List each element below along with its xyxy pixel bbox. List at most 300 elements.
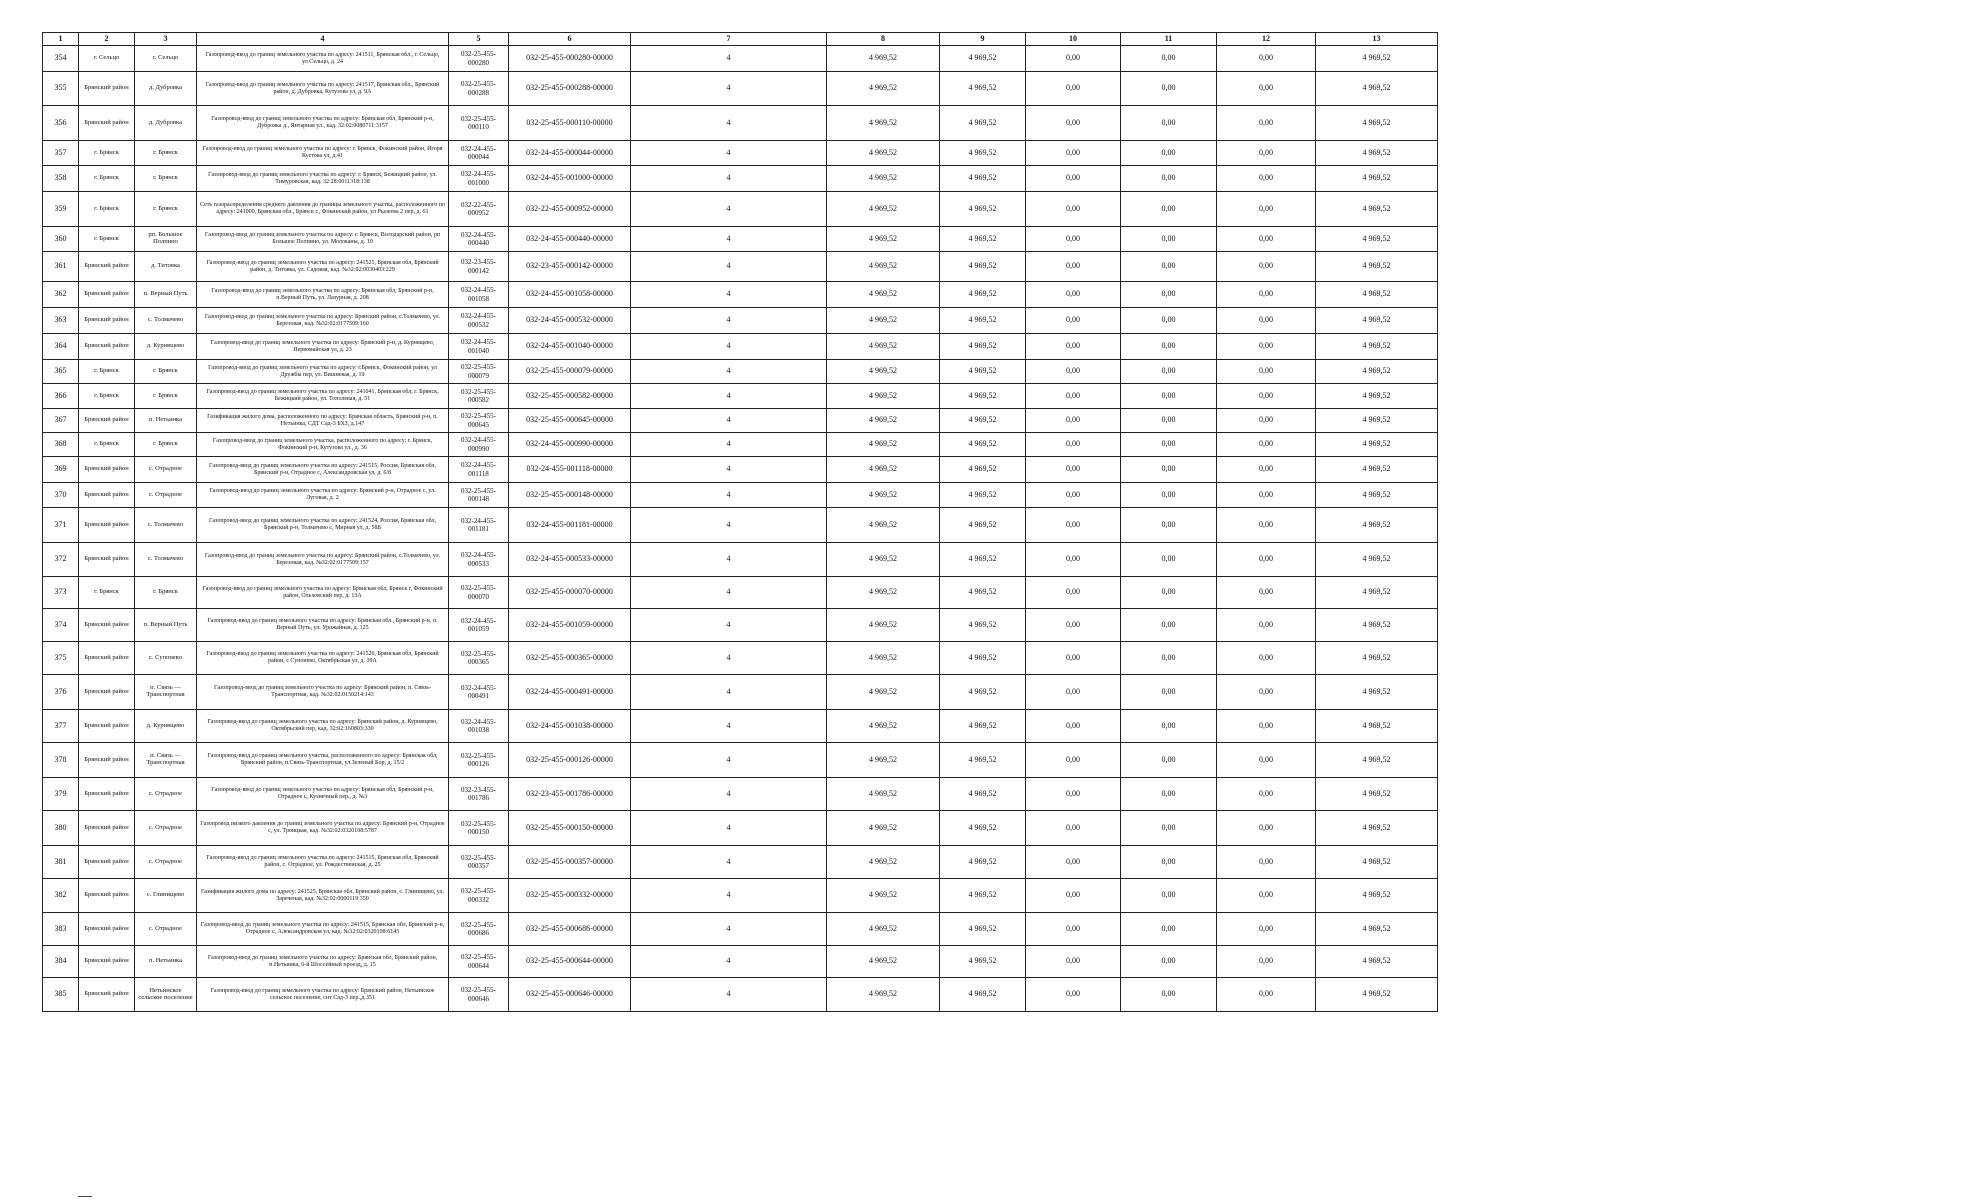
table-row	[43, 483, 1438, 508]
object-code-cell: 032-24-455-001058	[449, 282, 509, 308]
col-11-cell: 0,00	[1121, 166, 1217, 192]
col-8-cell: 4 969,52	[827, 360, 940, 384]
district-cell: Брянский район	[79, 457, 135, 483]
col-10-cell: 0,00	[1026, 978, 1121, 1012]
district-cell: Брянский район	[79, 778, 135, 811]
locality-cell: г. Брянск	[135, 360, 197, 384]
district-cell: Брянский район	[79, 743, 135, 778]
col-7-cell: 4	[631, 334, 827, 360]
col-12-cell: 0,00	[1217, 252, 1316, 282]
row-number-cell: 380	[43, 811, 79, 846]
col-7-cell: 4	[631, 879, 827, 913]
full-code-cell: 032-24-455-001058-00000	[509, 282, 631, 308]
row-number-cell: 374	[43, 609, 79, 642]
object-code-cell: 032-24-455-001038	[449, 710, 509, 743]
locality-cell: г. Сельцо	[135, 46, 197, 72]
col-9-cell: 4 969,52	[940, 543, 1026, 577]
col-10-cell: 0,00	[1026, 433, 1121, 457]
address-cell: Газопровод-ввод до границ земельного участка по адресу: Брянский район, с.Толмачево, ул. Березовая, кад. №32:02:0177509:160	[197, 308, 449, 334]
col-13-cell: 4 969,52	[1316, 609, 1438, 642]
col-11-cell: 0,00	[1121, 675, 1217, 710]
col-8-cell: 4 969,52	[827, 46, 940, 72]
col-11-cell: 0,00	[1121, 334, 1217, 360]
address-cell: Газопровод-ввод до границ земельного участка по адресу: Брянская обл, Брянск г, Фокинский район, Ольховский пер, д. 13А	[197, 577, 449, 609]
object-code-cell: 032-24-455-000491	[449, 675, 509, 710]
object-code-cell: 032-24-455-000532	[449, 308, 509, 334]
col-10-cell: 0,00	[1026, 778, 1121, 811]
locality-cell: г. Брянск	[135, 384, 197, 409]
col-10-cell: 0,00	[1026, 334, 1121, 360]
col-13-cell: 4 969,52	[1316, 166, 1438, 192]
col-12-cell: 0,00	[1217, 166, 1316, 192]
address-cell: Сеть газораспределения среднего давления до границы земельного участка, расположенного по адресу: 241000, Брянская обл., Брянск г., Фокинский район, ул Рылеева 2 пер, д. 61	[197, 192, 449, 227]
address-cell: Газопровод-ввод до границ земельного участка по адресу: Брянский район, п. Связь-Транспортная, кад. №32:02:0150214:143	[197, 675, 449, 710]
col-10-cell: 0,00	[1026, 508, 1121, 543]
col-9-cell: 4 969,52	[940, 252, 1026, 282]
object-code-cell: 032-24-455-001118	[449, 457, 509, 483]
col-9-cell: 4 969,52	[940, 166, 1026, 192]
col-11-cell: 0,00	[1121, 710, 1217, 743]
col-header-7: 7	[631, 33, 827, 46]
col-10-cell: 0,00	[1026, 609, 1121, 642]
col-11-cell: 0,00	[1121, 778, 1217, 811]
col-12-cell: 0,00	[1217, 946, 1316, 978]
col-12-cell: 0,00	[1217, 642, 1316, 675]
locality-cell: п. Верный Путь	[135, 282, 197, 308]
locality-cell: п. Связь — Транспортная	[135, 675, 197, 710]
object-code-cell: 032-25-455-000582	[449, 384, 509, 409]
col-11-cell: 0,00	[1121, 409, 1217, 433]
object-code-cell: 032-24-455-000533	[449, 543, 509, 577]
col-9-cell: 4 969,52	[940, 642, 1026, 675]
col-9-cell: 4 969,52	[940, 913, 1026, 946]
table-row	[43, 642, 1438, 675]
row-number-cell: 358	[43, 166, 79, 192]
full-code-cell: 032-25-455-000280-00000	[509, 46, 631, 72]
row-number-cell: 361	[43, 252, 79, 282]
col-9-cell: 4 969,52	[940, 978, 1026, 1012]
row-number-cell: 366	[43, 384, 79, 409]
document-sheet	[42, 32, 1437, 1012]
col-8-cell: 4 969,52	[827, 543, 940, 577]
col-header-9: 9	[940, 33, 1026, 46]
col-12-cell: 0,00	[1217, 72, 1316, 106]
full-code-cell: 032-24-455-000533-00000	[509, 543, 631, 577]
full-code-cell: 032-24-455-000491-00000	[509, 675, 631, 710]
col-11-cell: 0,00	[1121, 946, 1217, 978]
col-8-cell: 4 969,52	[827, 508, 940, 543]
object-code-cell: 032-24-455-001059	[449, 609, 509, 642]
col-10-cell: 0,00	[1026, 846, 1121, 879]
col-11-cell: 0,00	[1121, 141, 1217, 166]
col-13-cell: 4 969,52	[1316, 46, 1438, 72]
table-row	[43, 609, 1438, 642]
full-code-cell: 032-24-455-001000-00000	[509, 166, 631, 192]
col-13-cell: 4 969,52	[1316, 141, 1438, 166]
col-13-cell: 4 969,52	[1316, 577, 1438, 609]
col-13-cell: 4 969,52	[1316, 334, 1438, 360]
col-7-cell: 4	[631, 192, 827, 227]
col-10-cell: 0,00	[1026, 457, 1121, 483]
object-code-cell: 032-23-455-000142	[449, 252, 509, 282]
col-11-cell: 0,00	[1121, 227, 1217, 252]
address-cell: Газопровод-ввод до границ земельного участка по адресу: 241520, Брянская обл, Брянский район, с Супонево, Октябрьская ул, д. 39А	[197, 642, 449, 675]
col-9-cell: 4 969,52	[940, 879, 1026, 913]
col-10-cell: 0,00	[1026, 879, 1121, 913]
row-number-cell: 364	[43, 334, 79, 360]
col-12-cell: 0,00	[1217, 609, 1316, 642]
district-cell: г. Брянск	[79, 141, 135, 166]
col-12-cell: 0,00	[1217, 879, 1316, 913]
full-code-cell: 032-25-455-000357-00000	[509, 846, 631, 879]
col-9-cell: 4 969,52	[940, 577, 1026, 609]
col-10-cell: 0,00	[1026, 710, 1121, 743]
page-bottom-mark	[78, 1196, 92, 1197]
row-number-cell: 375	[43, 642, 79, 675]
col-header-11: 11	[1121, 33, 1217, 46]
object-code-cell: 032-25-455-000288	[449, 72, 509, 106]
col-7-cell: 4	[631, 508, 827, 543]
col-8-cell: 4 969,52	[827, 811, 940, 846]
full-code-cell: 032-23-455-000142-00000	[509, 252, 631, 282]
table-row	[43, 252, 1438, 282]
col-7-cell: 4	[631, 846, 827, 879]
full-code-cell: 032-25-455-000646-00000	[509, 978, 631, 1012]
locality-cell: д. Курнвщево	[135, 710, 197, 743]
col-13-cell: 4 969,52	[1316, 227, 1438, 252]
full-code-cell: 032-25-455-000365-00000	[509, 642, 631, 675]
address-cell: Газопровод-ввод до границ земельного участка, расположенного по адресу: Брянская обл, Брянский район, п.Связь-Транспортная, ул.Зеленый Бор, д. 15/2	[197, 743, 449, 778]
col-13-cell: 4 969,52	[1316, 675, 1438, 710]
locality-cell: п. Нетьинка	[135, 946, 197, 978]
locality-cell: п. Верный Путь	[135, 609, 197, 642]
col-11-cell: 0,00	[1121, 72, 1217, 106]
address-cell: Газопровод-ввод до границ земельного участка по адресу: 241515, Брянская обл, Брянский район, с. Отрадное, ул. Рождественская, д. 25	[197, 846, 449, 879]
col-11-cell: 0,00	[1121, 846, 1217, 879]
col-13-cell: 4 969,52	[1316, 457, 1438, 483]
col-7-cell: 4	[631, 166, 827, 192]
table-row	[43, 778, 1438, 811]
district-cell: Брянский район	[79, 978, 135, 1012]
object-code-cell: 032-25-455-000280	[449, 46, 509, 72]
col-11-cell: 0,00	[1121, 508, 1217, 543]
object-code-cell: 032-25-455-000126	[449, 743, 509, 778]
col-7-cell: 4	[631, 978, 827, 1012]
address-cell: Газопровод-ввод до границ земельного участка по адресу: 241511, Брянская обл., г. Сельцо, ул.Сельцо, д. 24	[197, 46, 449, 72]
row-number-cell: 356	[43, 106, 79, 141]
col-10-cell: 0,00	[1026, 360, 1121, 384]
address-cell: Газопровод-ввод до границ земельного участка по адресу: 241521, Брянская обл, Брянский район, д. Титовка, ул. Садовая, кад. №32:02:0030403:229	[197, 252, 449, 282]
col-11-cell: 0,00	[1121, 457, 1217, 483]
district-cell: г. Брянск	[79, 227, 135, 252]
object-code-cell: 032-25-455-000686	[449, 913, 509, 946]
col-13-cell: 4 969,52	[1316, 360, 1438, 384]
table-row	[43, 46, 1438, 72]
locality-cell: с. Отрадное	[135, 778, 197, 811]
district-cell: г. Брянск	[79, 384, 135, 409]
col-10-cell: 0,00	[1026, 543, 1121, 577]
district-cell: г. Брянск	[79, 192, 135, 227]
col-header-8: 8	[827, 33, 940, 46]
col-header-5: 5	[449, 33, 509, 46]
col-10-cell: 0,00	[1026, 166, 1121, 192]
district-cell: Брянский район	[79, 846, 135, 879]
table-row	[43, 543, 1438, 577]
col-10-cell: 0,00	[1026, 483, 1121, 508]
col-header-10: 10	[1026, 33, 1121, 46]
full-code-cell: 032-25-455-000126-00000	[509, 743, 631, 778]
locality-cell: с. Отрадное	[135, 483, 197, 508]
locality-cell: с. Глинищево	[135, 879, 197, 913]
address-cell: Газопровод-ввод до границ земельного участка по адресу: Брянская обл., Брянский р-н, п. Верный Путь, ул. Урожайная, д. 125	[197, 609, 449, 642]
col-11-cell: 0,00	[1121, 543, 1217, 577]
table-row	[43, 508, 1438, 543]
col-7-cell: 4	[631, 543, 827, 577]
col-9-cell: 4 969,52	[940, 457, 1026, 483]
full-code-cell: 032-24-455-001118-00000	[509, 457, 631, 483]
col-9-cell: 4 969,52	[940, 141, 1026, 166]
district-cell: г. Брянск	[79, 433, 135, 457]
col-12-cell: 0,00	[1217, 141, 1316, 166]
district-cell: Брянский район	[79, 409, 135, 433]
district-cell: Брянский район	[79, 946, 135, 978]
col-13-cell: 4 969,52	[1316, 946, 1438, 978]
row-number-cell: 355	[43, 72, 79, 106]
full-code-cell: 032-24-455-000990-00000	[509, 433, 631, 457]
locality-cell: с. Толмачево	[135, 543, 197, 577]
col-9-cell: 4 969,52	[940, 508, 1026, 543]
table-row	[43, 913, 1438, 946]
col-9-cell: 4 969,52	[940, 710, 1026, 743]
table-row	[43, 577, 1438, 609]
col-13-cell: 4 969,52	[1316, 308, 1438, 334]
table-row	[43, 227, 1438, 252]
col-12-cell: 0,00	[1217, 508, 1316, 543]
data-table	[42, 32, 1438, 1012]
address-cell: Газопровод-ввод до границ земельного участка по адресу: Брянский район, с.Толмачево, ул. Березовая, кад. №32:02:0177509:157	[197, 543, 449, 577]
col-10-cell: 0,00	[1026, 409, 1121, 433]
district-cell: Брянский район	[79, 879, 135, 913]
col-10-cell: 0,00	[1026, 252, 1121, 282]
object-code-cell: 032-25-455-000646	[449, 978, 509, 1012]
locality-cell: Нетьинское сельское поселение	[135, 978, 197, 1012]
col-13-cell: 4 969,52	[1316, 508, 1438, 543]
col-header-2: 2	[79, 33, 135, 46]
object-code-cell: 032-25-455-000148	[449, 483, 509, 508]
row-number-cell: 367	[43, 409, 79, 433]
object-code-cell: 032-23-455-001786	[449, 778, 509, 811]
address-cell: Газопровод-ввод до границ земельного участка по адресу: Брянский район, д. Курнвщево, Октябрьский пер, кад. 32:02:160803:330	[197, 710, 449, 743]
row-number-cell: 379	[43, 778, 79, 811]
locality-cell: г. Брянск	[135, 577, 197, 609]
locality-cell: рп. Большое Полпино	[135, 227, 197, 252]
col-9-cell: 4 969,52	[940, 106, 1026, 141]
object-code-cell: 032-25-455-000365	[449, 642, 509, 675]
col-11-cell: 0,00	[1121, 879, 1217, 913]
col-10-cell: 0,00	[1026, 577, 1121, 609]
row-number-cell: 377	[43, 710, 79, 743]
row-number-cell: 373	[43, 577, 79, 609]
col-10-cell: 0,00	[1026, 384, 1121, 409]
table-row	[43, 675, 1438, 710]
col-11-cell: 0,00	[1121, 642, 1217, 675]
col-13-cell: 4 969,52	[1316, 710, 1438, 743]
col-13-cell: 4 969,52	[1316, 252, 1438, 282]
col-12-cell: 0,00	[1217, 334, 1316, 360]
district-cell: г. Брянск	[79, 166, 135, 192]
row-number-cell: 376	[43, 675, 79, 710]
row-number-cell: 381	[43, 846, 79, 879]
col-12-cell: 0,00	[1217, 743, 1316, 778]
row-number-cell: 385	[43, 978, 79, 1012]
col-10-cell: 0,00	[1026, 106, 1121, 141]
object-code-cell: 032-24-455-000440	[449, 227, 509, 252]
col-12-cell: 0,00	[1217, 308, 1316, 334]
col-12-cell: 0,00	[1217, 778, 1316, 811]
district-cell: Брянский район	[79, 334, 135, 360]
col-12-cell: 0,00	[1217, 106, 1316, 141]
col-10-cell: 0,00	[1026, 46, 1121, 72]
col-7-cell: 4	[631, 308, 827, 334]
table-row	[43, 811, 1438, 846]
locality-cell: с. Отрадное	[135, 811, 197, 846]
col-12-cell: 0,00	[1217, 433, 1316, 457]
address-cell: Газопровод-ввод до границ земельного участка по адресу: 241524, Россия, Брянская обл, Брянский р-н, Толмачево с, Мирная ул, д. 58Б	[197, 508, 449, 543]
col-13-cell: 4 969,52	[1316, 778, 1438, 811]
district-cell: Брянский район	[79, 106, 135, 141]
col-12-cell: 0,00	[1217, 192, 1316, 227]
col-9-cell: 4 969,52	[940, 946, 1026, 978]
district-cell: г. Брянск	[79, 577, 135, 609]
row-number-cell: 362	[43, 282, 79, 308]
col-8-cell: 4 969,52	[827, 252, 940, 282]
district-cell: Брянский район	[79, 282, 135, 308]
col-8-cell: 4 969,52	[827, 384, 940, 409]
locality-cell: с. Отрадное	[135, 913, 197, 946]
col-7-cell: 4	[631, 675, 827, 710]
object-code-cell: 032-25-455-000644	[449, 946, 509, 978]
col-11-cell: 0,00	[1121, 577, 1217, 609]
col-8-cell: 4 969,52	[827, 433, 940, 457]
col-12-cell: 0,00	[1217, 457, 1316, 483]
table-row	[43, 946, 1438, 978]
col-13-cell: 4 969,52	[1316, 978, 1438, 1012]
col-header-3: 3	[135, 33, 197, 46]
address-cell: Газопровод-ввод до границ земельного участка по адресу: Брянская обл, Брянский р-н, п.Верный Путь, ул. Лазурная, д. 208	[197, 282, 449, 308]
col-9-cell: 4 969,52	[940, 675, 1026, 710]
col-13-cell: 4 969,52	[1316, 743, 1438, 778]
col-8-cell: 4 969,52	[827, 334, 940, 360]
col-11-cell: 0,00	[1121, 978, 1217, 1012]
district-cell: Брянский район	[79, 913, 135, 946]
col-8-cell: 4 969,52	[827, 577, 940, 609]
col-9-cell: 4 969,52	[940, 409, 1026, 433]
full-code-cell: 032-25-455-000686-00000	[509, 913, 631, 946]
col-8-cell: 4 969,52	[827, 141, 940, 166]
locality-cell: г. Брянск	[135, 166, 197, 192]
col-10-cell: 0,00	[1026, 811, 1121, 846]
row-number-cell: 365	[43, 360, 79, 384]
col-7-cell: 4	[631, 778, 827, 811]
col-10-cell: 0,00	[1026, 308, 1121, 334]
address-cell: Газопровод-ввод до границ земельного участка по адресу: Брянский р-н, д. Курнвщево, Первомайская ул, д. 23	[197, 334, 449, 360]
row-number-cell: 360	[43, 227, 79, 252]
col-11-cell: 0,00	[1121, 433, 1217, 457]
object-code-cell: 032-25-455-000110	[449, 106, 509, 141]
col-7-cell: 4	[631, 360, 827, 384]
table-row	[43, 846, 1438, 879]
col-8-cell: 4 969,52	[827, 457, 940, 483]
col-8-cell: 4 969,52	[827, 166, 940, 192]
table-row	[43, 308, 1438, 334]
col-8-cell: 4 969,52	[827, 946, 940, 978]
object-code-cell: 032-25-455-000079	[449, 360, 509, 384]
col-13-cell: 4 969,52	[1316, 879, 1438, 913]
locality-cell: д. Дубровка	[135, 106, 197, 141]
col-11-cell: 0,00	[1121, 360, 1217, 384]
locality-cell: с. Отрадное	[135, 846, 197, 879]
col-12-cell: 0,00	[1217, 384, 1316, 409]
col-7-cell: 4	[631, 811, 827, 846]
row-number-cell: 363	[43, 308, 79, 334]
col-8-cell: 4 969,52	[827, 778, 940, 811]
col-9-cell: 4 969,52	[940, 846, 1026, 879]
table-row	[43, 72, 1438, 106]
district-cell: Брянский район	[79, 642, 135, 675]
col-7-cell: 4	[631, 609, 827, 642]
col-11-cell: 0,00	[1121, 811, 1217, 846]
col-header-1: 1	[43, 33, 79, 46]
address-cell: Газопровод-ввод до границ земельного участка по адресу: 241041, Брянская обл, г. Брянск, Бежицкий район, ул. Тополевая, д. 51	[197, 384, 449, 409]
district-cell: Брянский район	[79, 609, 135, 642]
locality-cell: с. Толмачево	[135, 508, 197, 543]
col-7-cell: 4	[631, 252, 827, 282]
col-7-cell: 4	[631, 743, 827, 778]
col-8-cell: 4 969,52	[827, 879, 940, 913]
full-code-cell: 032-25-455-000332-00000	[509, 879, 631, 913]
col-7-cell: 4	[631, 433, 827, 457]
col-7-cell: 4	[631, 282, 827, 308]
col-9-cell: 4 969,52	[940, 282, 1026, 308]
address-cell: Газопровод-ввод до границ земельного участка по адресу: Брянская обл, Брянский р-н, Дубровка д., Янтарная ул., кад. 32:02:0080711:3157	[197, 106, 449, 141]
col-13-cell: 4 969,52	[1316, 811, 1438, 846]
object-code-cell: 032-24-455-000990	[449, 433, 509, 457]
col-12-cell: 0,00	[1217, 913, 1316, 946]
locality-cell: п. Нетьинка	[135, 409, 197, 433]
col-13-cell: 4 969,52	[1316, 483, 1438, 508]
address-cell: Газификация жилого дома по адресу: 241525, Брянская обл, Брянский район, с. Глинищево, ул. Зареченая, кад. №32:02:0000119:350	[197, 879, 449, 913]
col-11-cell: 0,00	[1121, 913, 1217, 946]
col-7-cell: 4	[631, 483, 827, 508]
full-code-cell: 032-25-455-000079-00000	[509, 360, 631, 384]
col-9-cell: 4 969,52	[940, 609, 1026, 642]
col-8-cell: 4 969,52	[827, 913, 940, 946]
district-cell: г. Брянск	[79, 360, 135, 384]
row-number-cell: 370	[43, 483, 79, 508]
col-8-cell: 4 969,52	[827, 72, 940, 106]
object-code-cell: 032-22-455-000952	[449, 192, 509, 227]
col-8-cell: 4 969,52	[827, 710, 940, 743]
full-code-cell: 032-24-455-000044-00000	[509, 141, 631, 166]
col-8-cell: 4 969,52	[827, 106, 940, 141]
col-10-cell: 0,00	[1026, 642, 1121, 675]
col-11-cell: 0,00	[1121, 308, 1217, 334]
col-8-cell: 4 969,52	[827, 227, 940, 252]
full-code-cell: 032-23-455-001786-00000	[509, 778, 631, 811]
table-row	[43, 282, 1438, 308]
locality-cell: с. Отрадное	[135, 457, 197, 483]
col-11-cell: 0,00	[1121, 282, 1217, 308]
